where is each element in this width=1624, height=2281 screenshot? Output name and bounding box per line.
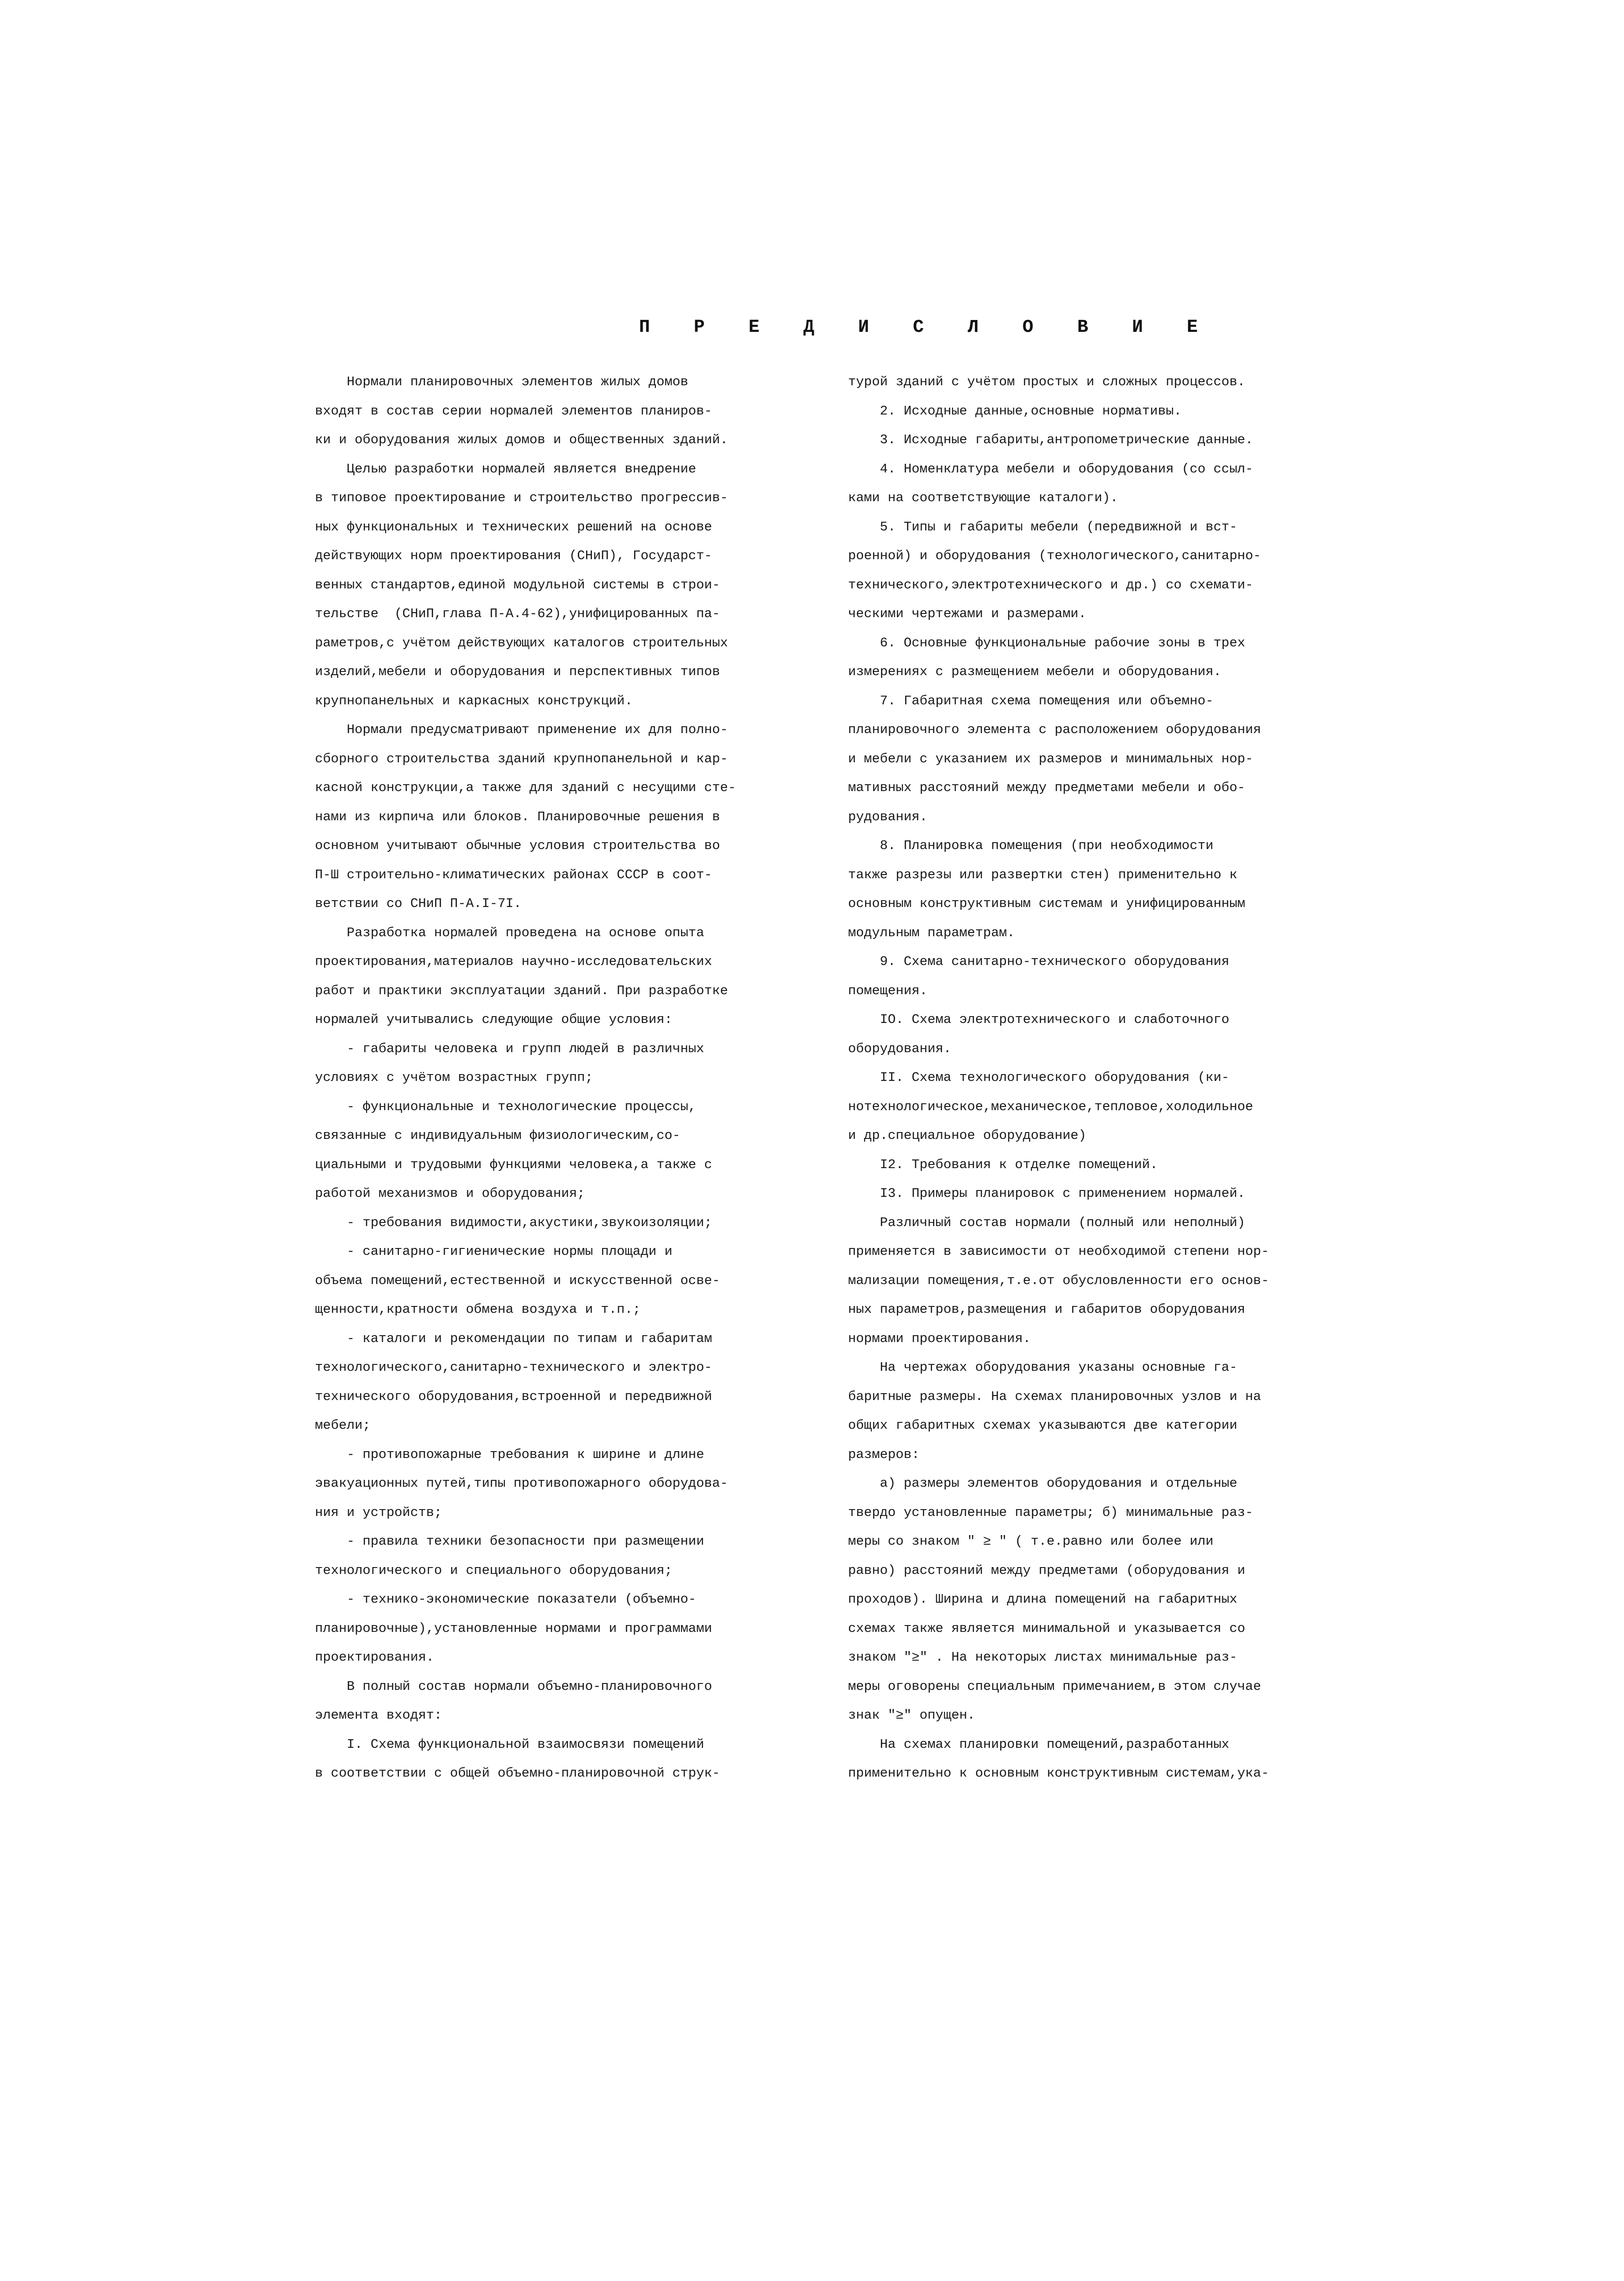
- text-line: 2. Исходные данные,основные нормативы.: [848, 403, 1182, 419]
- text-line: Целью разработки нормалей является внедрение: [315, 461, 697, 477]
- text-line: в соответствии с общей объемно-планировочной струк-: [315, 1766, 720, 1781]
- text-line: проектирования,материалов научно-исследовательских: [315, 954, 712, 969]
- text-line: помещения.: [848, 983, 928, 998]
- text-line: также разрезы или развертки стен) применительно к: [848, 867, 1237, 882]
- text-line: П-Ш строительно-климатических районах СССР в соот-: [315, 867, 712, 882]
- text-line: 9. Схема санитарно-технического оборудования: [848, 954, 1230, 969]
- text-line: мебели;: [315, 1418, 371, 1433]
- text-line: знаком "≥" . На некоторых листах минимальные раз-: [848, 1650, 1237, 1665]
- text-line: касной конструкции,а также для зданий с несущими сте-: [315, 780, 736, 795]
- text-line: основном учитывают обычные условия строительства во: [315, 838, 720, 853]
- text-line: ветствии со СНиП П-А.I-7I.: [315, 896, 522, 911]
- text-line: изделий,мебели и оборудования и перспективных типов: [315, 664, 720, 679]
- text-line: На чертежах оборудования указаны основные га-: [848, 1360, 1237, 1375]
- text-line: применительно к основным конструктивным системам,ука-: [848, 1766, 1269, 1781]
- text-line: нотехнологическое,механическое,тепловое,холодильное: [848, 1099, 1253, 1114]
- text-line: Различный состав нормали (полный или неполный): [848, 1215, 1246, 1230]
- text-line: объема помещений,естественной и искусственной осве-: [315, 1273, 720, 1288]
- text-line: тельстве (СНиП,глава П-А.4-62),унифицированных па-: [315, 606, 720, 621]
- text-line: - санитарно-гигиенические нормы площади и: [315, 1244, 673, 1259]
- text-line: в типовое проектирование и строительство прогрессив-: [315, 490, 728, 505]
- text-line: На схемах планировки помещений,разработанных: [848, 1736, 1230, 1752]
- text-line: нормами проектирования.: [848, 1331, 1031, 1346]
- text-line: условиях с учётом возрастных групп;: [315, 1070, 593, 1085]
- text-line: нами из кирпича или блоков. Планировочные решения в: [315, 809, 720, 824]
- text-line: ки и оборудования жилых домов и общественных зданий.: [315, 432, 728, 447]
- text-line: - противопожарные требования к ширине и длине: [315, 1447, 704, 1462]
- text-line: раметров,с учётом действующих каталогов строительных: [315, 635, 728, 650]
- page-title: П Р Е Д И С Л О В И Е: [639, 317, 1215, 338]
- text-line: планировочные),установленные нормами и программами: [315, 1620, 712, 1636]
- text-line: I2. Требования к отделке помещений.: [848, 1157, 1158, 1172]
- text-line: турой зданий с учётом простых и сложных процессов.: [848, 374, 1246, 389]
- text-line: баритные размеры. На схемах планировочных узлов и на: [848, 1389, 1261, 1404]
- text-line: 8. Планировка помещения (при необходимости: [848, 838, 1214, 853]
- text-line: применяется в зависимости от необходимой степени нор-: [848, 1244, 1269, 1259]
- text-line: технологического и специального оборудования;: [315, 1563, 673, 1578]
- text-line: работой механизмов и оборудования;: [315, 1186, 585, 1201]
- text-line: I3. Примеры планировок с применением нормалей.: [848, 1186, 1246, 1201]
- text-line: II. Схема технологического оборудования (ки-: [848, 1070, 1230, 1085]
- text-line: 4. Номенклатура мебели и оборудования (со ссыл-: [848, 461, 1253, 477]
- text-line: - функциональные и технологические процессы,: [315, 1099, 697, 1114]
- text-line: - технико-экономические показатели (объемно-: [315, 1592, 697, 1607]
- text-line: общих габаритных схемах указываются две категории: [848, 1418, 1237, 1433]
- text-line: а) размеры элементов оборудования и отдельные: [848, 1476, 1237, 1491]
- left-text-column: [315, 367, 799, 1788]
- text-line: оборудования.: [848, 1041, 952, 1056]
- text-line: Разработка нормалей проведена на основе опыта: [315, 925, 704, 940]
- text-line: технического,электротехнического и др.) со схемати-: [848, 577, 1253, 593]
- text-line: твердо установленные параметры; б) минимальные раз-: [848, 1505, 1253, 1520]
- text-line: связанные с индивидуальным физиологическим,со-: [315, 1128, 681, 1143]
- text-line: работ и практики эксплуатации зданий. При разработке: [315, 983, 728, 998]
- text-line: 7. Габаритная схема помещения или объемно-: [848, 693, 1214, 708]
- text-line: равно) расстояний между предметами (оборудования и: [848, 1563, 1246, 1578]
- text-line: измерениях с размещением мебели и оборудования.: [848, 664, 1221, 679]
- text-line: знак "≥" опущен.: [848, 1708, 975, 1723]
- text-line: - правила техники безопасности при размещении: [315, 1534, 704, 1549]
- text-line: рудования.: [848, 809, 928, 824]
- text-line: I. Схема функциональной взаимосвязи помещений: [315, 1736, 704, 1752]
- text-line: ния и устройств;: [315, 1505, 442, 1520]
- text-line: Нормали планировочных элементов жилых домов: [315, 374, 688, 389]
- text-line: проходов). Ширина и длина помещений на габаритных: [848, 1592, 1237, 1607]
- text-line: элемента входят:: [315, 1708, 442, 1723]
- text-line: крупнопанельных и каркасных конструкций.: [315, 693, 633, 708]
- text-line: ками на соответствующие каталоги).: [848, 490, 1118, 505]
- text-line: мализации помещения,т.е.от обусловленности его основ-: [848, 1273, 1269, 1288]
- text-line: роенной) и оборудования (технологического,санитарно-: [848, 548, 1261, 563]
- text-line: ных параметров,размещения и габаритов оборудования: [848, 1302, 1246, 1317]
- text-line: 6. Основные функциональные рабочие зоны в трех: [848, 635, 1246, 650]
- text-line: эвакуационных путей,типы противопожарного оборудова-: [315, 1476, 728, 1491]
- text-line: технологического,санитарно-технического и электро-: [315, 1360, 712, 1375]
- text-line: размеров:: [848, 1447, 920, 1462]
- right-text-column: [848, 367, 1341, 1788]
- text-line: и мебели с указанием их размеров и минимальных нор-: [848, 751, 1253, 766]
- text-line: - габариты человека и групп людей в различных: [315, 1041, 704, 1056]
- text-line: IO. Схема электротехнического и слаботочного: [848, 1012, 1230, 1027]
- text-line: модульным параметрам.: [848, 925, 1015, 940]
- text-line: - каталоги и рекомендации по типам и габаритам: [315, 1331, 712, 1346]
- text-line: и др.специальное оборудование): [848, 1128, 1087, 1143]
- text-line: - требования видимости,акустики,звукоизоляции;: [315, 1215, 712, 1230]
- text-line: 5. Типы и габариты мебели (передвижной и вст-: [848, 519, 1237, 535]
- text-line: щенности,кратности обмена воздуха и т.п.;: [315, 1302, 641, 1317]
- text-line: схемах также является минимальной и указывается со: [848, 1620, 1246, 1636]
- text-line: планировочного элемента с расположением оборудования: [848, 722, 1261, 737]
- text-line: венных стандартов,единой модульной системы в строи-: [315, 577, 720, 593]
- text-line: нормалей учитывались следующие общие условия:: [315, 1012, 673, 1027]
- text-line: сборного строительства зданий крупнопанельной и кар-: [315, 751, 728, 766]
- text-line: ческими чертежами и размерами.: [848, 606, 1087, 621]
- text-line: В полный состав нормали объемно-планировочного: [315, 1678, 712, 1694]
- text-line: проектирования.: [315, 1650, 435, 1665]
- text-line: 3. Исходные габариты,антропометрические данные.: [848, 432, 1253, 447]
- text-line: ных функциональных и технических решений на основе: [315, 519, 712, 535]
- text-line: технического оборудования,встроенной и передвижной: [315, 1389, 712, 1404]
- text-line: действующих норм проектирования (СНиП), Государст-: [315, 548, 712, 563]
- text-line: мативных расстояний между предметами мебели и обо-: [848, 780, 1246, 795]
- text-line: основным конструктивным системам и унифицированным: [848, 896, 1246, 911]
- text-line: меры со знаком " ≥ " ( т.е.равно или более или: [848, 1534, 1214, 1549]
- text-line: циальными и трудовыми функциями человека,а также с: [315, 1157, 712, 1172]
- text-line: Нормали предусматривают применение их для полно-: [315, 722, 728, 737]
- text-line: меры оговорены специальным примечанием,в этом случае: [848, 1678, 1261, 1694]
- text-line: входят в состав серии нормалей элементов планиров-: [315, 403, 712, 419]
